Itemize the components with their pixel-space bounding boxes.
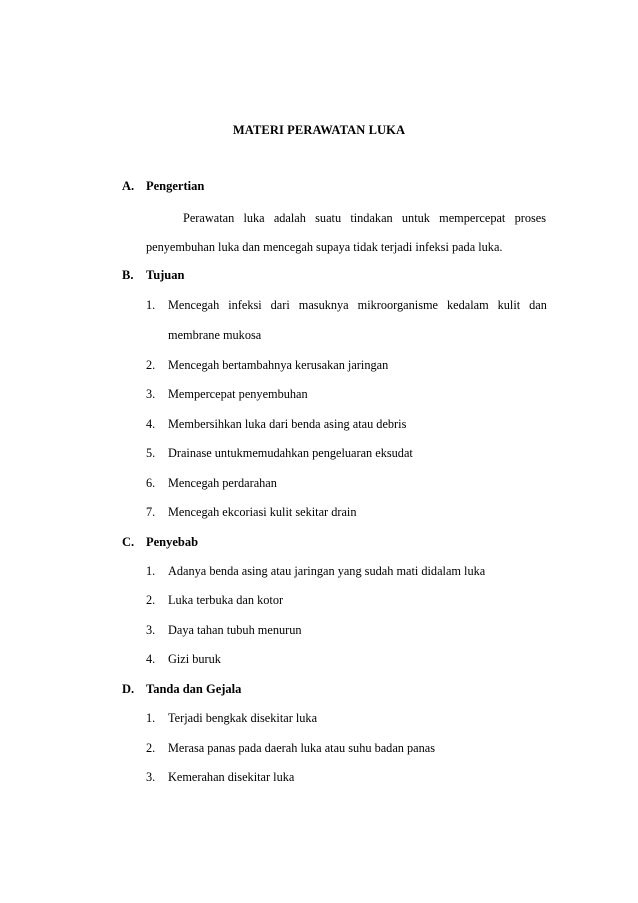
- section-letter: C.: [122, 535, 135, 549]
- list-text: Mempercepat penyembuhan: [168, 387, 308, 401]
- section-letter: D.: [122, 682, 135, 696]
- word: luka: [243, 211, 265, 225]
- section-title: Tujuan: [146, 268, 185, 282]
- word: dan: [529, 298, 547, 312]
- word: tindakan: [350, 211, 393, 225]
- list-number: 3.: [146, 623, 156, 637]
- list-text: Gizi buruk: [168, 652, 221, 666]
- list-text: Merasa panas pada daerah luka atau suhu badan panas: [168, 741, 436, 755]
- list-number: 2.: [146, 741, 156, 755]
- word: kedalam: [446, 298, 489, 312]
- word: mempercepat: [439, 211, 506, 225]
- list-item-text-line: [168, 298, 547, 313]
- list-text: Mencegah bertambahnya kerusakan jaringan: [168, 358, 389, 372]
- list-number: 2.: [146, 593, 156, 607]
- list-text: Adanya benda asing atau jaringan yang sudah mati didalam luka: [168, 564, 486, 578]
- list-number: 1.: [146, 711, 156, 725]
- section-letter: A.: [122, 179, 135, 193]
- document-title: MATERI PERAWATAN LUKA: [232, 123, 406, 137]
- list-text: Terjadi bengkak disekitar luka: [168, 711, 318, 725]
- list-item-continuation: membrane mukosa: [168, 328, 262, 342]
- list-text: Luka terbuka dan kotor: [168, 593, 284, 607]
- list-text: Mencegah perdarahan: [168, 476, 277, 490]
- section-heading-tanda-dan-gejala: [122, 682, 241, 697]
- section-heading-penyebab: [122, 535, 198, 550]
- list-number: 1.: [146, 564, 156, 578]
- list-text: Daya tahan tubuh menurun: [168, 623, 302, 637]
- word: Perawatan: [183, 211, 235, 225]
- list-text: Mencegah ekcoriasi kulit sekitar drain: [168, 505, 357, 519]
- word: infeksi: [228, 298, 262, 312]
- list-number: 2.: [146, 358, 156, 372]
- word: Mencegah: [168, 298, 220, 312]
- list-number: 7.: [146, 505, 156, 519]
- word: untuk: [401, 211, 430, 225]
- list-number: 5.: [146, 446, 156, 460]
- word: mikroorganisme: [357, 298, 438, 312]
- paragraph-line: penyembuhan luka dan mencegah supaya tidak terjadi infeksi pada luka.: [146, 240, 503, 254]
- word: dari: [270, 298, 290, 312]
- section-letter: B.: [122, 268, 134, 282]
- list-text: Kemerahan disekitar luka: [168, 770, 295, 784]
- list-number: 1.: [146, 298, 156, 312]
- word: suatu: [315, 211, 342, 225]
- paragraph-line: [183, 211, 546, 226]
- list-text: Membersihkan luka dari benda asing atau debris: [168, 417, 407, 431]
- list-number: 6.: [146, 476, 156, 490]
- section-heading-pengertian: [122, 179, 204, 194]
- section-title: Pengertian: [146, 179, 205, 193]
- list-number: 4.: [146, 417, 156, 431]
- section-title: Penyebab: [146, 535, 199, 549]
- word: proses: [514, 211, 546, 225]
- word: adalah: [273, 211, 306, 225]
- word: masuknya: [298, 298, 349, 312]
- list-text: Drainase untukmemudahkan pengeluaran eksudat: [168, 446, 413, 460]
- section-title: Tanda dan Gejala: [146, 682, 242, 696]
- list-number: 3.: [146, 770, 156, 784]
- section-heading-tujuan: [122, 268, 184, 283]
- word: kulit: [497, 298, 521, 312]
- list-number: 3.: [146, 387, 156, 401]
- list-number: 4.: [146, 652, 156, 666]
